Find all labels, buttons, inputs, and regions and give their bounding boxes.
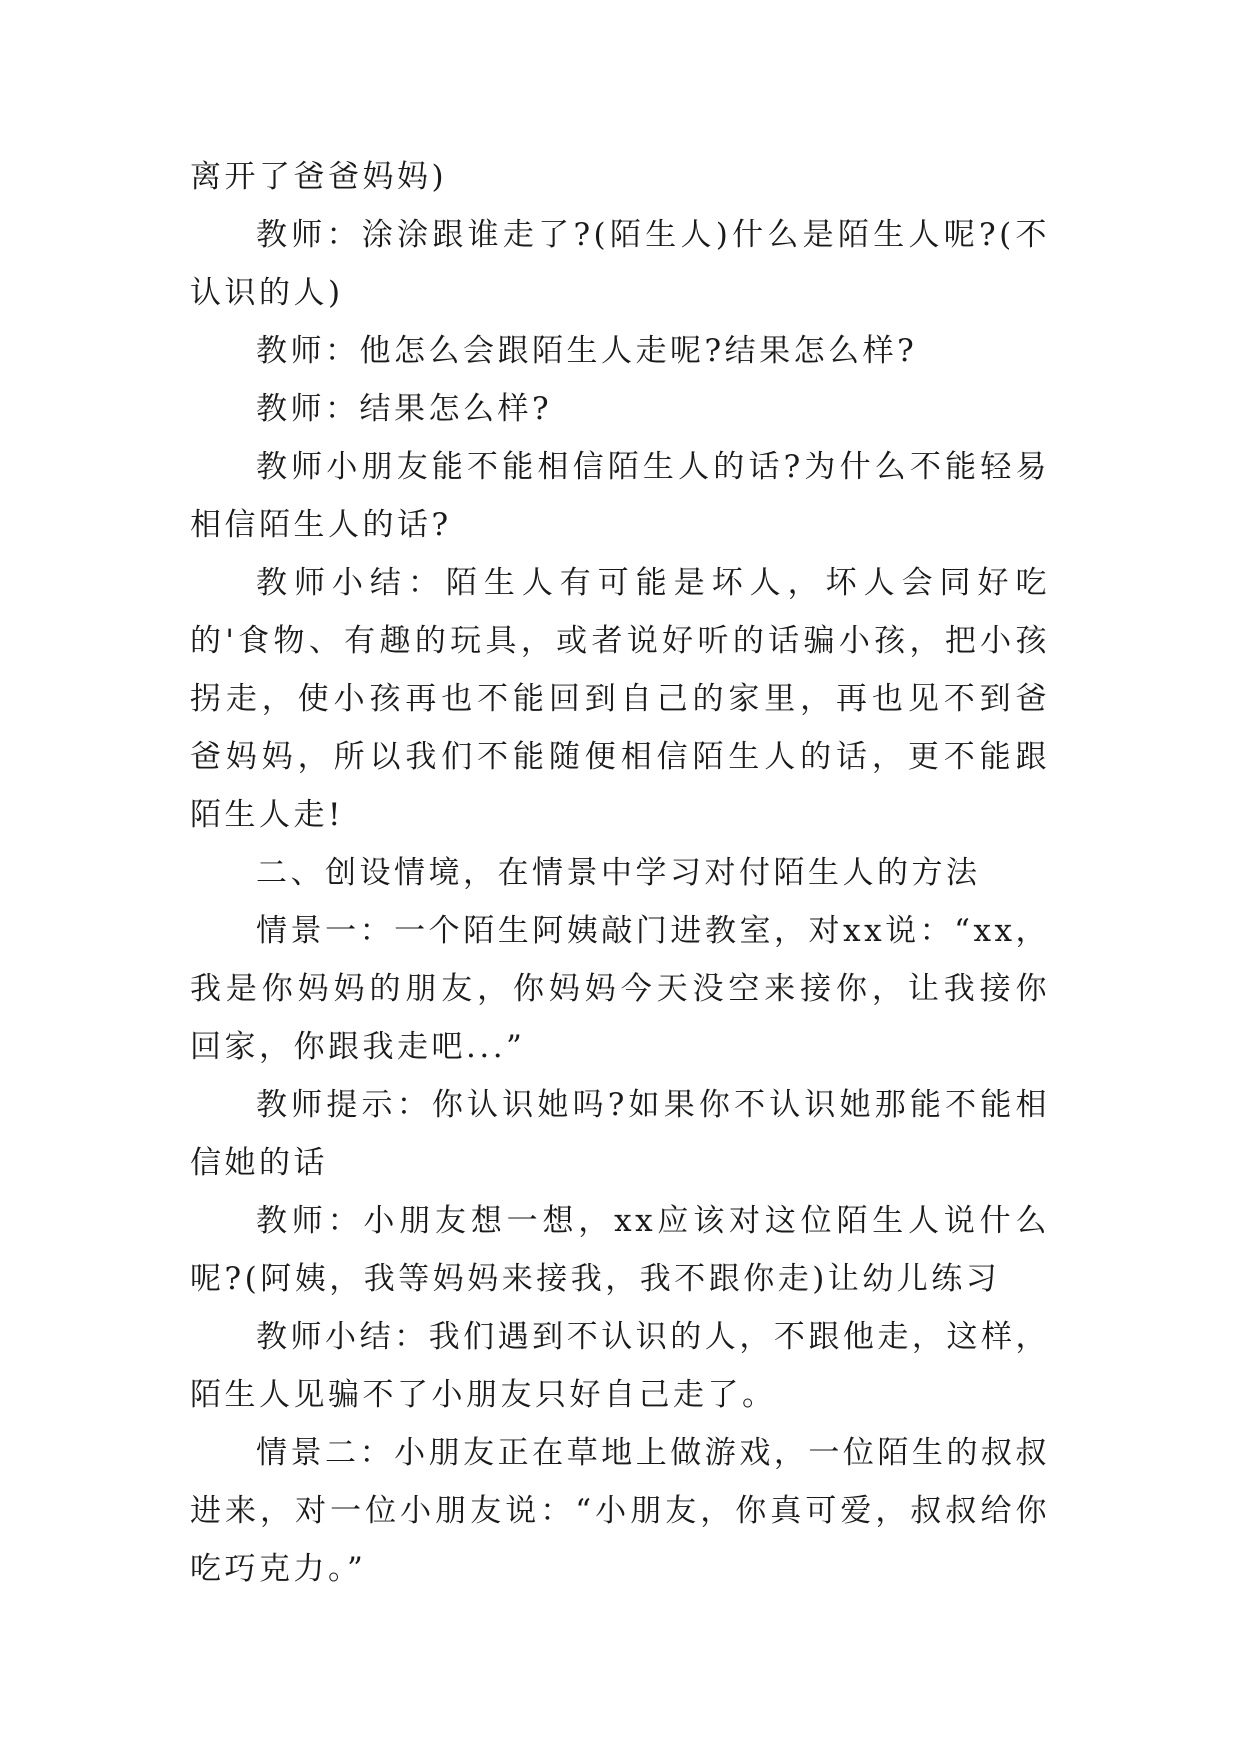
document-body [190, 148, 1050, 1598]
section-heading: 二、创设情境，在情景中学习对付陌生人的方法 [256, 855, 981, 891]
paragraph: 教师小朋友能不能相信陌生人的话?为什么不能轻易相信陌生人的话? [190, 449, 1050, 543]
paragraph: 情景二：小朋友正在草地上做游戏，一位陌生的叔叔进来，对一位小朋友说：“小朋友，你真可爱，叔叔给你吃巧克力。” [190, 1435, 1050, 1587]
paragraph: 教师：结果怎么样? [256, 391, 553, 427]
paragraph: 教师小结：陌生人有可能是坏人，坏人会同好吃的'食物、有趣的玩具，或者说好听的话骗小孩，把小孩拐走，使小孩再也不能回到自己的家里，再也见不到爸爸妈妈，所以我们不能随便相信陌生人的话，更不能跟陌生人走! [190, 565, 1050, 833]
paragraph: 教师：涂涂跟谁走了?(陌生人)什么是陌生人呢?(不认识的人) [190, 217, 1050, 311]
paragraph: 情景一：一个陌生阿姨敲门进教室，对xx说：“xx，我是你妈妈的朋友，你妈妈今天没空来接你，让我接你回家，你跟我走吧...” [190, 913, 1050, 1065]
paragraph: 教师：他怎么会跟陌生人走呢?结果怎么样? [256, 333, 918, 369]
paragraph: 教师小结：我们遇到不认识的人，不跟他走，这样，陌生人见骗不了小朋友只好自己走了。 [190, 1319, 1050, 1413]
paragraph: 离开了爸爸妈妈) [190, 159, 448, 195]
paragraph: 教师提示：你认识她吗?如果你不认识她那能不能相信她的话 [190, 1087, 1050, 1181]
paragraph: 教师：小朋友想一想，xx应该对这位陌生人说什么呢?(阿姨，我等妈妈来接我，我不跟你走)让幼儿练习 [190, 1203, 1050, 1297]
